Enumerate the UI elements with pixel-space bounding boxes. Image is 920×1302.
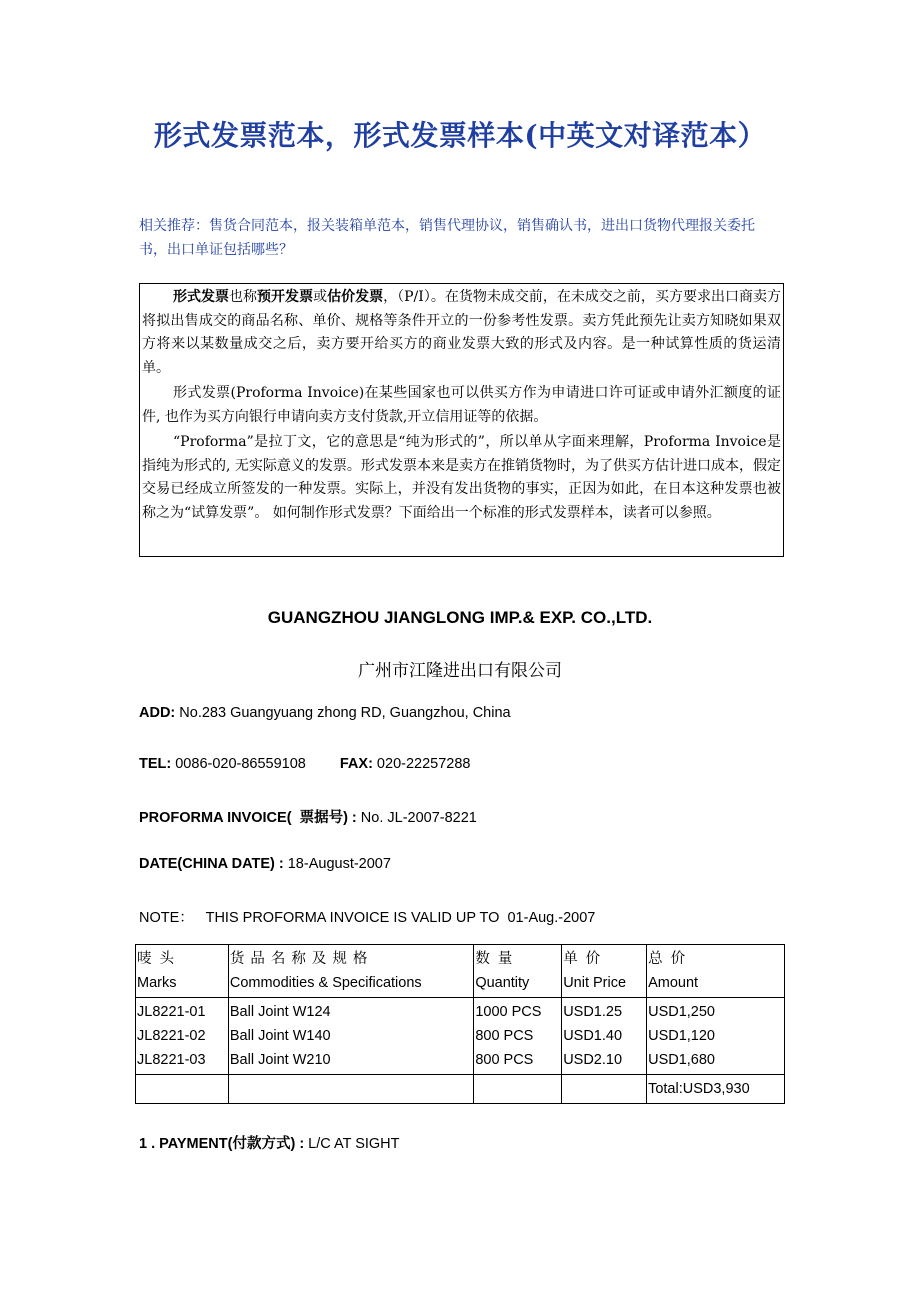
invoice-table	[135, 944, 785, 1104]
unit-price-cell: USD1.25 USD1.40 USD2.10	[562, 998, 647, 1075]
commodities-cell: Ball Joint W124 Ball Joint W140 Ball Joint W210	[228, 998, 473, 1075]
header-marks: 唛头 Marks	[136, 945, 229, 998]
intro-paragraph-1: 形式发票也称预开发票或估价发票，（P/I）。在货物未成交前，在未成交之前，买方要求出口商卖方将拟出售成交的商品名称、单价、规格等条件开立的一份参考性发票。卖方凭此预先让卖方知晓如果双方将来以某数量成交之后，卖方要开给买方的商业发票大致的形式及内容。是一种试算性质的货运清单。	[142, 289, 782, 376]
link-sales-contract[interactable]: 售货合同范本	[209, 218, 293, 234]
header-amount: 总价 Amount	[647, 945, 785, 998]
payment-line: 1 . PAYMENT(付款方式) : L/C AT SIGHT	[139, 1136, 400, 1152]
table-total-row	[136, 1075, 785, 1104]
address-line: ADD: No.283 Guangyuang zhong RD, Guangzhou, China	[139, 705, 511, 721]
intro-paragraph-2: 形式发票(Proforma Invoice)在某些国家也可以供买方作为申请进口许可证或申请外汇额度的证件, 也作为买方向银行申请向卖方支付货款,开立信用证等的依据。	[142, 385, 781, 425]
intro-paragraph-3: “Proforma”是拉丁文，它的意思是“纯为形式的”，所以单从字面来理解，Proforma Invoice是指纯为形式的, 无实际意义的发票。形式发票本来是卖方在推销货物时，为了供买方估计进口成本，假定交易已经成立所签发的一种发票。实际上，并没有发出货物的事实，正因为如此，在日本这种发票也被称之为“试算发票”。 如何制作形式发票？下面给出一个标准的形式发票样本，读者可以参照。	[142, 434, 781, 521]
table-header-row	[136, 945, 785, 998]
date-line: DATE(CHINA DATE) : 18-August-2007	[139, 856, 391, 872]
related-links: 相关推荐：售货合同范本，报关装箱单范本，销售代理协议，销售确认书，进出口货物代理报关委托书，出口单证包括哪些？	[139, 218, 755, 258]
link-sales-confirmation[interactable]: 销售确认书	[517, 218, 587, 234]
invoice-number-line: PROFORMA INVOICE( 票据号) : No. JL-2007-8221	[139, 810, 477, 826]
link-export-docs[interactable]: 出口单证包括哪些？	[167, 242, 293, 258]
note-line: NOTE： THIS PROFORMA INVOICE IS VALID UP TO 01-Aug.-2007	[139, 910, 596, 926]
company-name-en: GUANGZHOU JIANGLONG IMP.& EXP. CO.,LTD.	[267, 608, 653, 627]
link-sales-agency[interactable]: 销售代理协议	[419, 218, 503, 234]
marks-cell: JL8221-01 JL8221-02 JL8221-03	[136, 998, 229, 1075]
page-title: 形式发票范本，形式发票样本(中英文对译范本）	[153, 119, 767, 152]
intro-box	[139, 283, 784, 557]
total-amount: Total:USD3,930	[647, 1075, 785, 1104]
link-packing-list[interactable]: 报关装箱单范本	[307, 218, 405, 234]
amount-cell: USD1,250 USD1,120 USD1,680	[647, 998, 785, 1075]
header-quantity: 数量 Quantity	[474, 945, 562, 998]
quantity-cell: 1000 PCS 800 PCS 800 PCS	[474, 998, 562, 1075]
table-row	[136, 998, 785, 1075]
header-unit-price: 单价 Unit Price	[562, 945, 647, 998]
company-name-cn: 广州市江隆进出口有限公司	[358, 661, 562, 681]
related-prefix: 相关推荐：	[139, 218, 209, 234]
contact-line: TEL: 0086-020-86559108 FAX: 020-22257288	[139, 756, 471, 772]
link-customs-agency[interactable]: 进出口货物代理报关委托书	[139, 218, 755, 258]
header-commodities: 货品名称及规格 Commodities & Specifications	[228, 945, 473, 998]
